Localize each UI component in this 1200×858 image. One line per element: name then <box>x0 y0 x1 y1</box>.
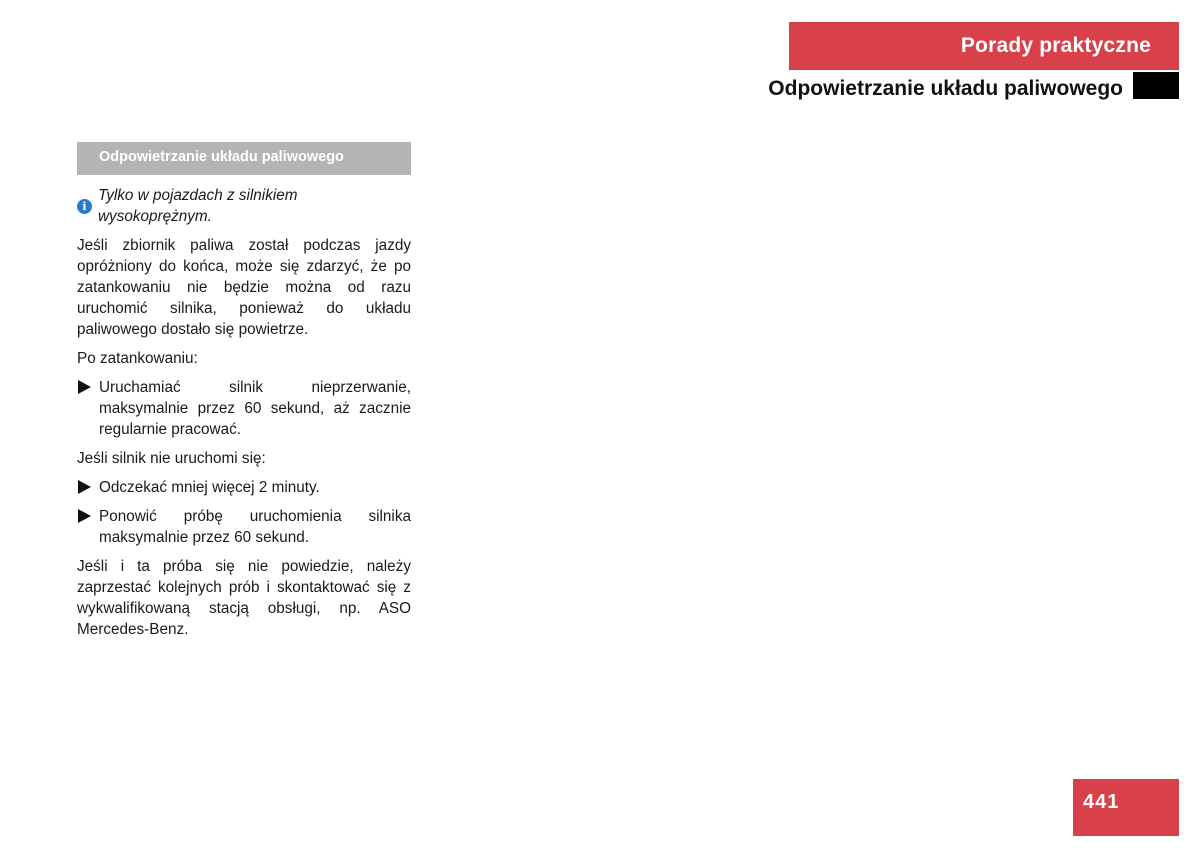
section-title: Odpowietrzanie układu paliwowego <box>768 77 1123 100</box>
info-icon: i <box>77 199 92 214</box>
step-text: Ponowić próbę uruchomienia silnika maksymalnie przez 60 sekund. <box>99 508 411 546</box>
step-item <box>77 506 411 548</box>
step-text: Uruchamiać silnik nieprzerwanie, maksymalnie przez 60 sekund, aż zacznie regularnie pracować. <box>99 379 411 438</box>
chapter-title: Porady praktyczne <box>789 22 1179 70</box>
paragraph-if-fails: Jeśli silnik nie uruchomi się: <box>77 450 266 467</box>
arrow-right-icon <box>77 377 99 398</box>
step-item <box>77 377 411 440</box>
step-text: Odczekać mniej więcej 2 minuty. <box>99 479 320 496</box>
info-note-text: Tylko w pojazdach z silnikiem wysokoprężnym. <box>98 187 298 225</box>
info-note <box>77 185 411 227</box>
content-heading: Odpowietrzanie układu paliwowego <box>77 142 411 175</box>
paragraph-intro: Jeśli zbiornik paliwa został podczas jazdy opróżniony do końca, może się zdarzyć, że po zatankowaniu nie będzie można od razu uruchomić silnika, ponieważ do układu paliwowego dostało się powietrze. <box>77 237 411 338</box>
paragraph-final: Jeśli i ta próba się nie powiedzie, należy zaprzestać kolejnych prób i skontaktować się z wykwalifikowaną stacją obsługi, np. ASO Mercedes-Benz. <box>77 558 411 638</box>
main-content <box>77 142 411 648</box>
arrow-right-icon <box>77 477 99 498</box>
arrow-right-icon <box>77 506 99 527</box>
section-marker <box>1133 72 1179 99</box>
page-number: 441 <box>1073 779 1179 836</box>
paragraph-after-refuel: Po zatankowaniu: <box>77 350 198 367</box>
step-item <box>77 477 411 498</box>
